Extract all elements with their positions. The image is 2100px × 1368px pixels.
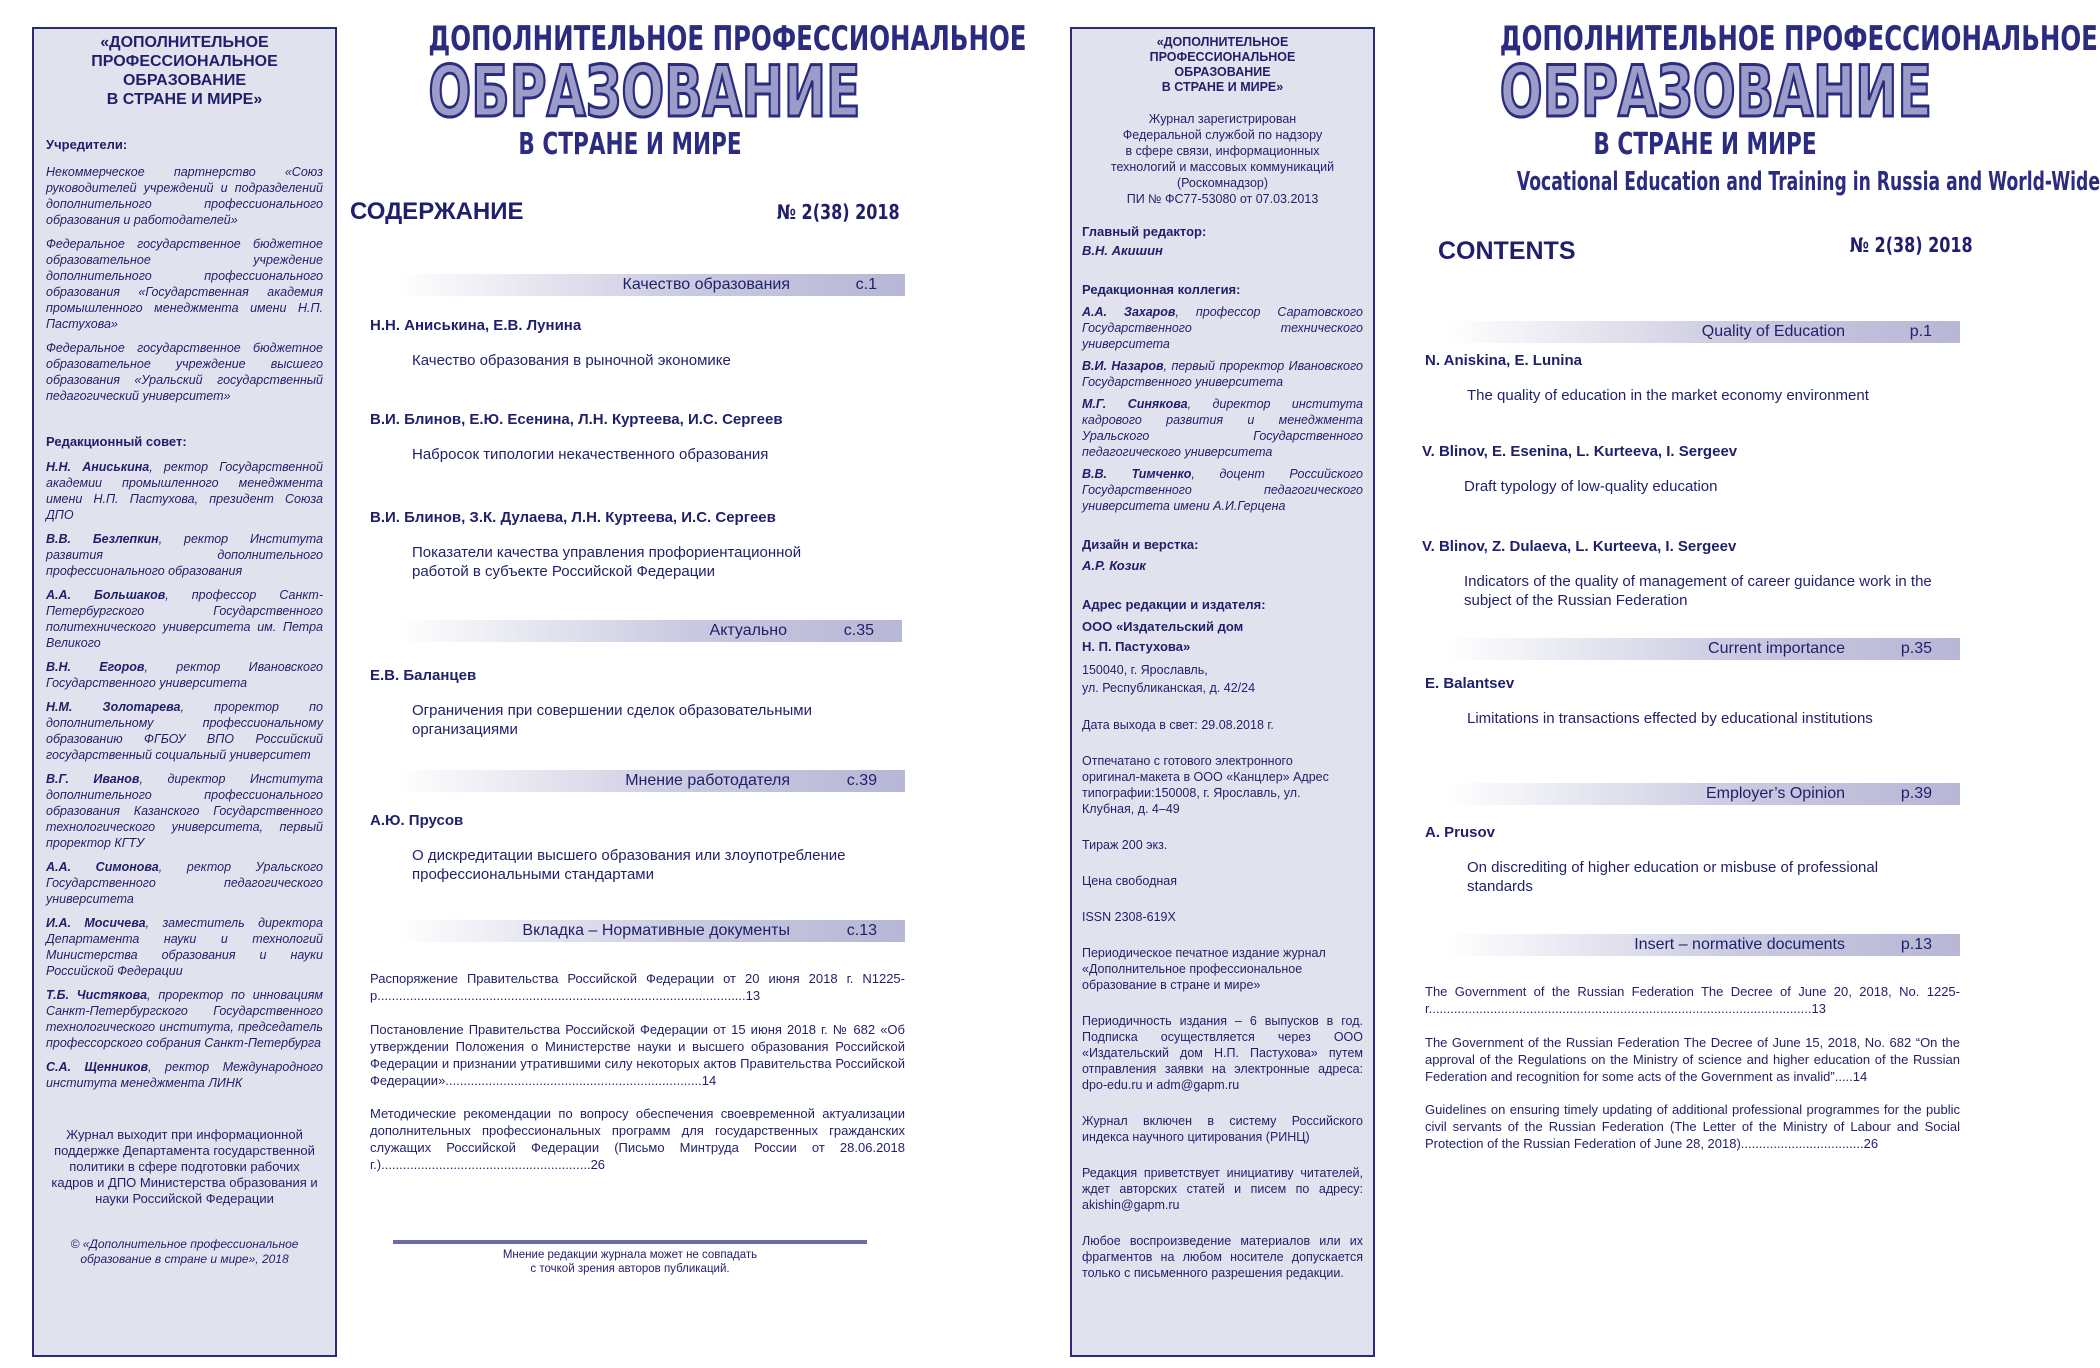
ru-article-title: Набросок типологии некачественного образования xyxy=(412,446,769,463)
council-member: И.А. Мосичева, заместитель директора Департамента науки и технологий Министерства образования и науки Российской Федерации xyxy=(46,916,324,978)
masthead-top: ДОПОЛНИТЕЛЬНОЕ ПРОФЕССИОНАЛЬНОЕ xyxy=(1499,19,2098,59)
ru-document-item: Постановление Правительства Российской Федерации от 15 июня 2018 г. № 682 «Об утверждении Положения о Министерстве науки и высшего образования Российской Федерации и признании утратившими силу некоторых актов Правительства Российской Федерации».......................................................................14 xyxy=(370,1022,905,1088)
frequency-info: Периодичность издания – 6 выпусков в год. Подписка осуществляется через ООО «Издательский дом Н.П. Пастухова» путем отправления заявки на электронные адреса: dpo-edu.ru и adm@gapm.ru xyxy=(1082,1014,1363,1092)
ru-article-authors: Е.В. Баланцев xyxy=(370,667,477,684)
designer: А.Р. Козик xyxy=(1082,558,1146,573)
council-member: С.А. Щенников, ректор Международного института менеджмента ЛИНК xyxy=(46,1060,323,1090)
board-member: В.И. Назаров, первый проректор Ивановского Государственного университета xyxy=(1082,359,1363,389)
board-member: М.Г. Синякова, директор института кадрового развития и менеджмента Уральского Государственного педагогического университета xyxy=(1082,397,1363,459)
ru-section-bar: Вкладка – Нормативные документы с.13 xyxy=(370,920,905,942)
address: 150040, г. Ярославль, ул. Республиканская, д. 42/24 xyxy=(1082,663,1256,695)
en-article-title: Draft typology of low-quality education xyxy=(1464,478,1718,495)
left-sidebar xyxy=(32,27,337,1357)
council-member: Н.Н. Аниськина, ректор Государственной академии промышленного менеджмента имени Н.П. Пастухова, президент Союза ДПО xyxy=(46,460,323,522)
chief-editor-heading: Главный редактор: xyxy=(1082,224,1207,239)
en-section-bar: Employer’s Opinion p.39 xyxy=(1420,783,1960,805)
masthead-bottom: В СТРАНЕ И МИРЕ xyxy=(518,127,742,162)
council-member: Т.Б. Чистякова, проректор по инновациям Санкт-Петербургского Государственного технологического института, председатель профессорского собрания Санкт-Петербурга xyxy=(46,988,323,1050)
council-member: Н.М. Золотарева, проректор по дополнительному профессиональному образованию ФГБОУ ВПО Российский государственный социальный университет xyxy=(46,700,324,762)
sidebar-journal-title: «ДОПОЛНИТЕЛЬНОЕ ПРОФЕССИОНАЛЬНОЕ ОБРАЗОВАНИЕ В СТРАНЕ И МИРЕ» xyxy=(91,34,278,108)
ru-section-bar: Актуально с.35 xyxy=(370,620,902,642)
council-member: В.Н. Егоров, ректор Ивановского Государственного университета xyxy=(46,660,323,690)
founder-item: Некоммерческое партнерство «Союз руководителей учреждений и подразделений дополнительного профессионального образования и работодателей» xyxy=(46,165,323,227)
ru-masthead xyxy=(350,19,1027,162)
reproduction-info: Любое воспроизведение материалов или их фрагментов на любом носителе допускается только с письменного разрешения редакции. xyxy=(1082,1234,1363,1280)
address-heading: Адрес редакции и издателя: xyxy=(1082,597,1266,612)
circulation: Тираж 200 экз. xyxy=(1082,838,1168,852)
council-member: А.А. Большаков, профессор Санкт-Петербургского Государственного политехнического университета им. Петра Великого xyxy=(46,588,323,650)
ru-article-authors: В.И. Блинов, З.К. Дулаева, Л.Н. Куртеева, И.С. Сергеев xyxy=(370,509,776,526)
ru-article-authors: Н.Н. Аниськина, Е.В. Лунина xyxy=(370,317,582,334)
en-article-title: Limitations in transactions effected by educational institutions xyxy=(1467,710,1873,727)
issn: ISSN 2308-619X xyxy=(1082,910,1176,924)
ru-article-authors: А.Ю. Прусов xyxy=(370,812,464,829)
ru-issue-number: № 2(38) 2018 xyxy=(777,200,900,224)
rinc-info: Журнал включен в систему Российского индекса научного цитирования (РИНЦ) xyxy=(1082,1114,1363,1144)
periodical-info: Периодическое печатное издание журнал «Дополнительное профессиональное образование в стране и мире» xyxy=(1082,946,1326,992)
en-contents-heading: CONTENTS xyxy=(1438,237,1576,265)
ru-contents-heading: СОДЕРЖАНИЕ xyxy=(350,198,524,225)
info-sidebar xyxy=(1070,27,1375,1357)
ru-article-title: Показатели качества управления профориентационной работой в субъекте Российской Федерации xyxy=(412,544,802,580)
council-member: В.Г. Иванов, директор Института дополнительного профессионального образования Казанского Государственного технологического университета, первый проректор КГТУ xyxy=(46,772,323,850)
copyright: © «Дополнительное профессиональное образование в стране и мире», 2018 xyxy=(70,1237,299,1266)
ru-article-title: Ограничения при совершении сделок образовательными организациями xyxy=(412,702,812,738)
en-section-bar: Current importance p.35 xyxy=(1420,638,1960,660)
masthead-big: ОБРАЗОВАНИЕ xyxy=(1499,51,1932,133)
ru-article-authors: В.И. Блинов, Е.Ю. Есенина, Л.Н. Куртеева, И.С. Сергеев xyxy=(370,411,783,428)
board-member: А.А. Захаров, профессор Саратовского Государственного технического университета xyxy=(1082,305,1363,351)
price: Цена свободная xyxy=(1082,874,1177,888)
registration-info: Журнал зарегистрирован Федеральной службой по надзору в сфере связи, информационных технологий и массовых коммуникаций (Роскомнадзор) ПИ № ФС77-53080 от 07.03.2013 xyxy=(1110,112,1335,206)
en-article-authors: N. Aniskina, E. Lunina xyxy=(1425,352,1582,369)
en-document-item: The Government of the Russian Federation The Decree of June 20, 2018, No. 1225-r..........................................................................................................13 xyxy=(1425,984,1960,1016)
support-note: Журнал выходит при информационной поддержке Департамента государственной политики в сфере подготовки рабочих кадров и ДПО Министерства образования и науки Российской Федерации xyxy=(51,1127,318,1206)
en-section-bar: Insert – normative documents p.13 xyxy=(1420,934,1960,956)
en-article-authors: E. Balantsev xyxy=(1425,675,1515,692)
board-member: В.В. Тимченко, доцент Российского Государственного педагогического университета имени А.И.Герцена xyxy=(1082,467,1363,513)
en-article-authors: V. Blinov, Z. Dulaeva, L. Kurteeva, I. Sergeev xyxy=(1422,538,1737,555)
en-article-title: Indicators of the quality of management of career guidance work in the subject of the Russian Federation xyxy=(1464,573,1932,609)
en-masthead xyxy=(1420,19,2100,198)
founder-item: Федеральное государственное бюджетное образовательное учреждение высшего образования «Уральский государственный педагогический университет» xyxy=(46,341,323,403)
ru-article-title: О дискредитации высшего образования или злоупотребление профессиональными стандартами xyxy=(412,847,846,883)
en-document-item: The Government of the Russian Federation The Decree of June 15, 2018, No. 682 “On the approval of the Regulations on the Ministry of science and higher education of the Russian Federation and recognition for some acts of the Government as invalid”.....14 xyxy=(1425,1035,1960,1084)
ru-document-item: Методические рекомендации по вопросу обеспечения своевременной актуализации дополнительных профессиональных программ для государственных гражданских служащих Российской Федерации (Письмо Минтруда России от 28.06.2018 г.)..........................................................26 xyxy=(370,1106,905,1172)
en-article-authors: A. Prusov xyxy=(1425,824,1496,841)
en-article-authors: V. Blinov, E. Esenina, L. Kurteeva, I. Sergeev xyxy=(1422,443,1738,460)
board-heading: Редакционная коллегия: xyxy=(1082,282,1241,297)
publisher: ООО «Издательский дом Н. П. Пастухова» xyxy=(1082,619,1244,654)
welcome-info: Редакция приветствует инициативу читателей, ждет авторских статей и писем по адресу: akishin@gapm.ru xyxy=(1082,1166,1363,1212)
ru-document-item: Распоряжение Правительства Российской Федерации от 20 июня 2018 г. N1225-р......................................................................................................13 xyxy=(370,971,905,1003)
council-member: А.А. Симонова, ректор Уральского Государственного педагогического университета xyxy=(46,860,324,906)
release-date: Дата выхода в свет: 29.08.2018 г. xyxy=(1082,718,1274,732)
ru-section-bar: Качество образования с.1 xyxy=(370,274,905,296)
en-section-bar: Quality of Education p.1 xyxy=(1420,321,1960,343)
masthead-subtitle: Vocational Education and Training in Russia and World-Wide xyxy=(1516,167,2100,197)
printed-info: Отпечатано с готового электронного оригинал-макета в ООО «Канцлер» Адрес типографии:150008, г. Ярославль, ул. Клубная, д. 4–49 xyxy=(1082,754,1329,816)
masthead-top: ДОПОЛНИТЕЛЬНОЕ ПРОФЕССИОНАЛЬНОЕ xyxy=(428,19,1027,59)
founders-heading: Учредители: xyxy=(46,137,128,152)
disclaimer-rule xyxy=(393,1240,867,1244)
en-article-title: The quality of education in the market economy environment xyxy=(1467,387,1869,404)
en-article-title: On discrediting of higher education or misbuse of professional standards xyxy=(1467,859,1879,895)
en-document-item: Guidelines on ensuring timely updating of additional professional programmes for the public civil servants of the Russian Federation (The Letter of the Ministry of Labour and Social Protection of the Russian Federation of June 28, 2018)..................................26 xyxy=(1425,1102,1960,1151)
masthead-bottom: В СТРАНЕ И МИРЕ xyxy=(1593,127,1817,162)
ru-section-bar: Мнение работодателя с.39 xyxy=(370,770,905,792)
council-heading: Редакционный совет: xyxy=(46,434,187,449)
design-heading: Дизайн и верстка: xyxy=(1082,537,1199,552)
info-journal-title: «ДОПОЛНИТЕЛЬНОЕ ПРОФЕССИОНАЛЬНОЕ ОБРАЗОВАНИЕ В СТРАНЕ И МИРЕ» xyxy=(1149,35,1296,94)
founder-item: Федеральное государственное бюджетное образовательное учреждение дополнительного профессионального образования «Государственная академия промышленного менеджмента имени Н.П. Пастухова» xyxy=(46,237,323,331)
masthead-big: ОБРАЗОВАНИЕ xyxy=(428,51,861,133)
chief-editor: В.Н. Акишин xyxy=(1082,243,1163,258)
en-issue-number: № 2(38) 2018 xyxy=(1850,233,1973,257)
disclaimer: Мнение редакции журнала может не совпадать с точкой зрения авторов публикаций. xyxy=(502,1249,758,1275)
ru-article-title: Качество образования в рыночной экономике xyxy=(412,352,731,369)
council-member: В.В. Безлепкин, ректор Института развития дополнительного профессионального образования xyxy=(46,532,323,578)
